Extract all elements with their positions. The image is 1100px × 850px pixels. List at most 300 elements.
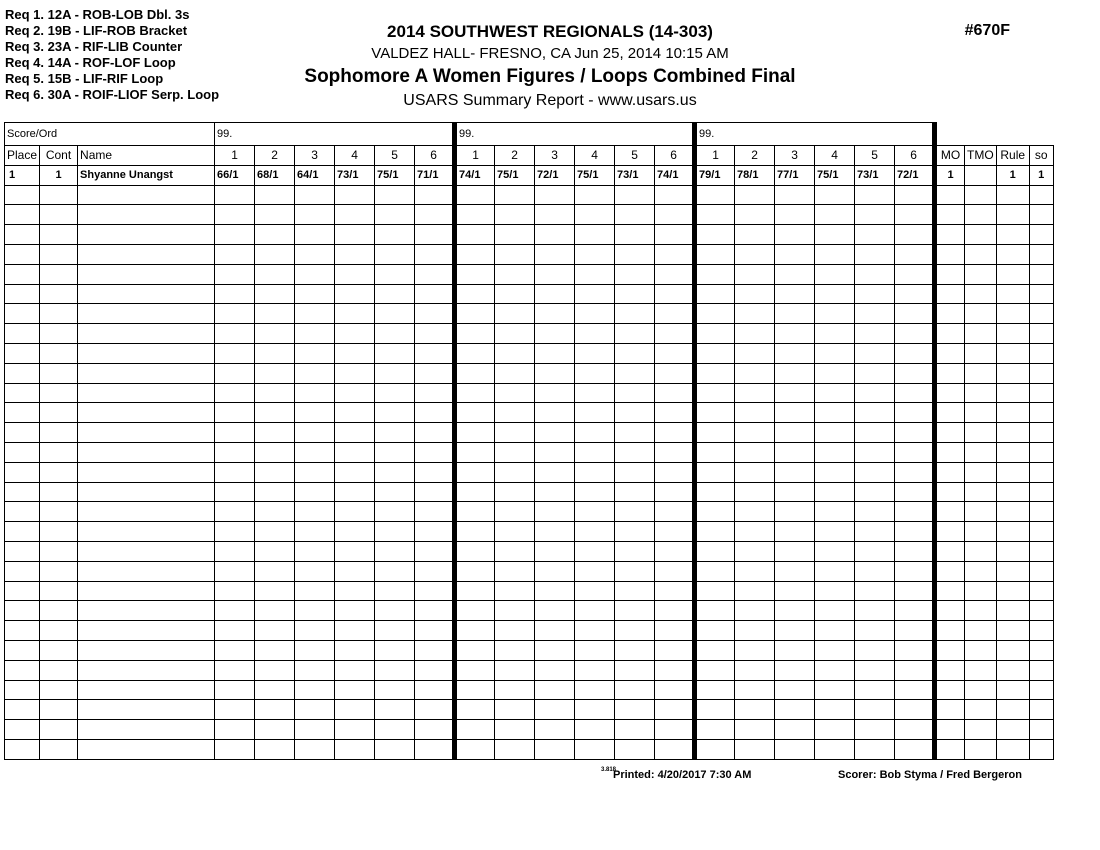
score-cell bbox=[895, 185, 935, 205]
score-cell bbox=[735, 264, 775, 284]
rule-cell bbox=[996, 225, 1029, 245]
score-cell bbox=[775, 720, 815, 740]
score-cell bbox=[575, 284, 615, 304]
score-cell bbox=[335, 700, 375, 720]
cont-cell bbox=[40, 304, 78, 324]
judge-group-label: 99. bbox=[215, 123, 455, 146]
rule-cell bbox=[996, 640, 1029, 660]
score-cell bbox=[615, 363, 655, 383]
place-cell bbox=[5, 601, 40, 621]
score-cell bbox=[695, 244, 735, 264]
score-cell bbox=[775, 304, 815, 324]
cont-cell bbox=[40, 185, 78, 205]
tmo-cell bbox=[965, 304, 997, 324]
score-cell bbox=[215, 343, 255, 363]
score-cell bbox=[655, 225, 695, 245]
score-cell bbox=[695, 522, 735, 542]
col-header-score-5: 5 bbox=[615, 146, 655, 166]
score-cell bbox=[495, 304, 535, 324]
score-cell bbox=[375, 660, 415, 680]
score-cell bbox=[855, 640, 895, 660]
score-cell bbox=[695, 502, 735, 522]
score-cell bbox=[335, 720, 375, 740]
score-cell bbox=[655, 700, 695, 720]
score-cell bbox=[655, 185, 695, 205]
place-cell bbox=[5, 383, 40, 403]
score-cell bbox=[615, 601, 655, 621]
score-cell bbox=[295, 522, 335, 542]
score-cell bbox=[775, 502, 815, 522]
score-cell bbox=[735, 324, 775, 344]
empty-row bbox=[5, 324, 1054, 344]
score-cell bbox=[255, 462, 295, 482]
tmo-cell bbox=[965, 185, 997, 205]
score-cell bbox=[495, 541, 535, 561]
score-cell bbox=[695, 324, 735, 344]
score-cell bbox=[415, 205, 455, 225]
mo-cell bbox=[935, 541, 965, 561]
score-cell bbox=[615, 720, 655, 740]
mo-cell bbox=[935, 561, 965, 581]
score-cell bbox=[815, 739, 855, 759]
score-cell bbox=[855, 284, 895, 304]
requirement-line: Req 3. 23A - RIF-LIB Counter bbox=[5, 39, 183, 54]
score-cell bbox=[775, 284, 815, 304]
score-cell bbox=[815, 324, 855, 344]
score-cell bbox=[295, 264, 335, 284]
score-cell bbox=[855, 225, 895, 245]
score-cell bbox=[335, 244, 375, 264]
score-cell bbox=[895, 423, 935, 443]
score-cell bbox=[455, 482, 495, 502]
score-cell bbox=[535, 264, 575, 284]
score-cell bbox=[695, 621, 735, 641]
col-header-place: Place bbox=[5, 146, 40, 166]
score-cell bbox=[855, 581, 895, 601]
score-cell bbox=[375, 720, 415, 740]
score-cell bbox=[735, 502, 775, 522]
cont-cell bbox=[40, 621, 78, 641]
score-cell bbox=[375, 541, 415, 561]
score-cell bbox=[655, 680, 695, 700]
score-cell bbox=[455, 720, 495, 740]
score-cell bbox=[855, 739, 895, 759]
rule-cell bbox=[996, 660, 1029, 680]
report-header bbox=[0, 0, 1100, 121]
cont-cell bbox=[40, 739, 78, 759]
cont-cell bbox=[40, 522, 78, 542]
score-cell bbox=[455, 324, 495, 344]
score-cell bbox=[535, 324, 575, 344]
rule-cell bbox=[996, 403, 1029, 423]
score-cell bbox=[575, 244, 615, 264]
mo-cell bbox=[935, 324, 965, 344]
tmo-cell bbox=[965, 482, 997, 502]
score-cell bbox=[855, 462, 895, 482]
empty-row bbox=[5, 541, 1054, 561]
score-cell bbox=[815, 720, 855, 740]
name-cell bbox=[78, 720, 215, 740]
score-cell bbox=[575, 660, 615, 680]
score-cell bbox=[775, 324, 815, 344]
score-cell bbox=[415, 640, 455, 660]
score-cell bbox=[775, 225, 815, 245]
score-cell bbox=[375, 205, 415, 225]
so-cell bbox=[1029, 343, 1053, 363]
score-cell bbox=[575, 739, 615, 759]
score-cell bbox=[295, 541, 335, 561]
score-cell bbox=[615, 284, 655, 304]
empty-row bbox=[5, 363, 1054, 383]
score-cell bbox=[855, 482, 895, 502]
score-cell bbox=[655, 482, 695, 502]
place-cell bbox=[5, 403, 40, 423]
so-cell bbox=[1029, 264, 1053, 284]
score-cell bbox=[215, 244, 255, 264]
score-cell bbox=[375, 561, 415, 581]
version-note: 3.818 bbox=[601, 767, 617, 773]
place-cell bbox=[5, 324, 40, 344]
score-cell bbox=[775, 264, 815, 284]
so-cell bbox=[1029, 284, 1053, 304]
cont-cell bbox=[40, 541, 78, 561]
score-cell bbox=[855, 541, 895, 561]
score-cell bbox=[655, 522, 695, 542]
score-cell: 68/1 bbox=[255, 165, 295, 185]
score-cell bbox=[335, 205, 375, 225]
score-cell bbox=[335, 343, 375, 363]
empty-row bbox=[5, 383, 1054, 403]
score-cell bbox=[335, 502, 375, 522]
score-cell bbox=[495, 482, 535, 502]
tmo-cell bbox=[965, 739, 997, 759]
cont-cell bbox=[40, 720, 78, 740]
score-cell bbox=[295, 739, 335, 759]
score-cell bbox=[495, 601, 535, 621]
tmo-cell bbox=[965, 363, 997, 383]
score-cell bbox=[215, 482, 255, 502]
score-cell bbox=[655, 264, 695, 284]
score-cell bbox=[615, 264, 655, 284]
score-cell bbox=[255, 343, 295, 363]
score-cell bbox=[495, 462, 535, 482]
score-cell bbox=[375, 244, 415, 264]
so-cell bbox=[1029, 363, 1053, 383]
score-cell: 73/1 bbox=[335, 165, 375, 185]
name-cell bbox=[78, 621, 215, 641]
name-cell bbox=[78, 482, 215, 502]
tmo-cell bbox=[965, 343, 997, 363]
score-cell bbox=[215, 205, 255, 225]
score-cell bbox=[615, 383, 655, 403]
score-cell bbox=[815, 621, 855, 641]
mo-cell bbox=[935, 205, 965, 225]
name-cell: Shyanne Unangst bbox=[78, 165, 215, 185]
score-cell bbox=[335, 324, 375, 344]
score-cell bbox=[255, 383, 295, 403]
score-cell bbox=[695, 304, 735, 324]
score-cell bbox=[735, 680, 775, 700]
mo-cell bbox=[935, 244, 965, 264]
score-cell bbox=[775, 403, 815, 423]
name-cell bbox=[78, 640, 215, 660]
score-cell bbox=[255, 522, 295, 542]
cont-cell bbox=[40, 482, 78, 502]
cont-cell bbox=[40, 423, 78, 443]
score-cell bbox=[375, 304, 415, 324]
so-cell bbox=[1029, 640, 1053, 660]
name-cell bbox=[78, 660, 215, 680]
score-cell bbox=[775, 383, 815, 403]
score-cell bbox=[495, 442, 535, 462]
score-cell bbox=[775, 482, 815, 502]
place-cell bbox=[5, 621, 40, 641]
score-cell bbox=[895, 541, 935, 561]
so-cell bbox=[1029, 185, 1053, 205]
score-cell bbox=[775, 739, 815, 759]
empty-row bbox=[5, 561, 1054, 581]
score-cell bbox=[535, 482, 575, 502]
score-cell bbox=[335, 442, 375, 462]
score-cell bbox=[895, 640, 935, 660]
score-cell bbox=[695, 264, 735, 284]
score-cell bbox=[375, 403, 415, 423]
col-header-score-4: 4 bbox=[575, 146, 615, 166]
score-cell bbox=[495, 739, 535, 759]
score-cell bbox=[455, 304, 495, 324]
score-cell bbox=[255, 244, 295, 264]
score-cell bbox=[455, 442, 495, 462]
place-cell bbox=[5, 363, 40, 383]
score-cell bbox=[535, 403, 575, 423]
col-header-score-4: 4 bbox=[815, 146, 855, 166]
place-cell: 1 bbox=[5, 165, 40, 185]
score-cell bbox=[295, 660, 335, 680]
score-cell bbox=[495, 324, 535, 344]
score-cell bbox=[775, 640, 815, 660]
tmo-cell bbox=[965, 700, 997, 720]
score-cell bbox=[295, 462, 335, 482]
score-cell bbox=[615, 403, 655, 423]
empty-row bbox=[5, 482, 1054, 502]
score-cell bbox=[815, 502, 855, 522]
score-cell bbox=[735, 423, 775, 443]
score-cell bbox=[535, 205, 575, 225]
cont-cell bbox=[40, 561, 78, 581]
score-cell bbox=[415, 363, 455, 383]
score-cell bbox=[895, 720, 935, 740]
score-cell bbox=[535, 581, 575, 601]
score-cell bbox=[775, 541, 815, 561]
score-cell: 66/1 bbox=[215, 165, 255, 185]
score-cell bbox=[735, 363, 775, 383]
so-cell bbox=[1029, 442, 1053, 462]
place-cell bbox=[5, 680, 40, 700]
score-cell bbox=[775, 680, 815, 700]
score-cell bbox=[215, 680, 255, 700]
cont-cell: 1 bbox=[40, 165, 78, 185]
score-cell bbox=[575, 621, 615, 641]
score-cell bbox=[735, 462, 775, 482]
score-cell bbox=[895, 403, 935, 423]
score-cell: 72/1 bbox=[535, 165, 575, 185]
score-cell bbox=[815, 423, 855, 443]
score-cell bbox=[735, 640, 775, 660]
score-cell bbox=[215, 700, 255, 720]
score-cell bbox=[615, 621, 655, 641]
score-cell bbox=[895, 383, 935, 403]
score-cell bbox=[815, 225, 855, 245]
empty-row bbox=[5, 304, 1054, 324]
score-cell: 72/1 bbox=[895, 165, 935, 185]
place-cell bbox=[5, 244, 40, 264]
score-cell bbox=[495, 561, 535, 581]
score-cell bbox=[375, 601, 415, 621]
score-cell bbox=[255, 660, 295, 680]
score-cell bbox=[495, 205, 535, 225]
mo-cell bbox=[935, 581, 965, 601]
score-cell bbox=[735, 403, 775, 423]
score-cell bbox=[215, 660, 255, 680]
so-cell bbox=[1029, 403, 1053, 423]
score-cell bbox=[735, 205, 775, 225]
score-cell bbox=[335, 482, 375, 502]
score-cell bbox=[815, 284, 855, 304]
score-cell: 73/1 bbox=[615, 165, 655, 185]
cont-cell bbox=[40, 264, 78, 284]
mo-cell bbox=[935, 304, 965, 324]
score-cell bbox=[375, 225, 415, 245]
score-cell bbox=[335, 304, 375, 324]
score-cell bbox=[375, 264, 415, 284]
score-cell bbox=[535, 700, 575, 720]
rule-cell bbox=[996, 462, 1029, 482]
score-cell bbox=[535, 680, 575, 700]
score-cell bbox=[295, 680, 335, 700]
score-cell bbox=[375, 284, 415, 304]
rule-cell bbox=[996, 680, 1029, 700]
place-cell bbox=[5, 502, 40, 522]
score-cell bbox=[455, 363, 495, 383]
score-cell bbox=[375, 739, 415, 759]
score-cell bbox=[495, 720, 535, 740]
col-header-rule: Rule bbox=[996, 146, 1029, 166]
score-cell bbox=[335, 739, 375, 759]
tmo-cell bbox=[965, 462, 997, 482]
score-cell bbox=[615, 541, 655, 561]
cont-cell bbox=[40, 363, 78, 383]
score-cell bbox=[495, 225, 535, 245]
score-cell bbox=[615, 423, 655, 443]
score-cell bbox=[255, 700, 295, 720]
score-cell bbox=[855, 601, 895, 621]
score-cell bbox=[575, 522, 615, 542]
score-cell bbox=[335, 423, 375, 443]
score-cell: 74/1 bbox=[655, 165, 695, 185]
score-cell bbox=[615, 522, 655, 542]
score-cell bbox=[415, 284, 455, 304]
place-cell bbox=[5, 561, 40, 581]
so-cell bbox=[1029, 205, 1053, 225]
cont-cell bbox=[40, 601, 78, 621]
score-cell bbox=[455, 225, 495, 245]
score-cell bbox=[415, 680, 455, 700]
score-cell bbox=[695, 660, 735, 680]
score-cell bbox=[415, 561, 455, 581]
requirement-line: Req 4. 14A - ROF-LOF Loop bbox=[5, 55, 176, 70]
score-cell bbox=[255, 423, 295, 443]
so-cell bbox=[1029, 324, 1053, 344]
score-cell bbox=[615, 739, 655, 759]
score-cell bbox=[655, 205, 695, 225]
col-header-score-1: 1 bbox=[455, 146, 495, 166]
rule-cell bbox=[996, 522, 1029, 542]
place-cell bbox=[5, 640, 40, 660]
mo-cell bbox=[935, 462, 965, 482]
score-cell bbox=[415, 522, 455, 542]
rule-cell bbox=[996, 304, 1029, 324]
score-cell bbox=[375, 680, 415, 700]
score-cell bbox=[735, 720, 775, 740]
rule-cell bbox=[996, 581, 1029, 601]
name-cell bbox=[78, 383, 215, 403]
mo-cell bbox=[935, 621, 965, 641]
score-cell bbox=[375, 442, 415, 462]
score-cell bbox=[775, 244, 815, 264]
tmo-cell bbox=[965, 522, 997, 542]
score-cell bbox=[655, 462, 695, 482]
tmo-cell bbox=[965, 165, 997, 185]
score-cell bbox=[415, 244, 455, 264]
tmo-cell bbox=[965, 660, 997, 680]
name-cell bbox=[78, 601, 215, 621]
score-cell bbox=[735, 304, 775, 324]
score-cell bbox=[295, 502, 335, 522]
score-cell bbox=[255, 225, 295, 245]
rule-cell bbox=[996, 363, 1029, 383]
score-cell bbox=[895, 680, 935, 700]
rule-cell bbox=[996, 502, 1029, 522]
score-cell bbox=[695, 541, 735, 561]
score-cell bbox=[775, 561, 815, 581]
cont-cell bbox=[40, 324, 78, 344]
score-cell bbox=[775, 522, 815, 542]
rule-cell bbox=[996, 244, 1029, 264]
score-cell: 79/1 bbox=[695, 165, 735, 185]
score-cell bbox=[415, 343, 455, 363]
empty-row bbox=[5, 502, 1054, 522]
score-cell bbox=[695, 185, 735, 205]
judge-group-label: 99. bbox=[455, 123, 695, 146]
score-cell bbox=[455, 423, 495, 443]
score-cell bbox=[575, 601, 615, 621]
score-cell bbox=[215, 225, 255, 245]
score-cell bbox=[615, 680, 655, 700]
score-cell bbox=[215, 502, 255, 522]
col-header-score-6: 6 bbox=[895, 146, 935, 166]
score-cell bbox=[855, 264, 895, 284]
so-cell bbox=[1029, 541, 1053, 561]
score-cell bbox=[775, 660, 815, 680]
mo-cell bbox=[935, 700, 965, 720]
mo-cell bbox=[935, 720, 965, 740]
so-cell bbox=[1029, 502, 1053, 522]
score-cell bbox=[215, 264, 255, 284]
col-header-score-2: 2 bbox=[735, 146, 775, 166]
name-cell bbox=[78, 264, 215, 284]
so-cell bbox=[1029, 423, 1053, 443]
score-cell bbox=[335, 363, 375, 383]
